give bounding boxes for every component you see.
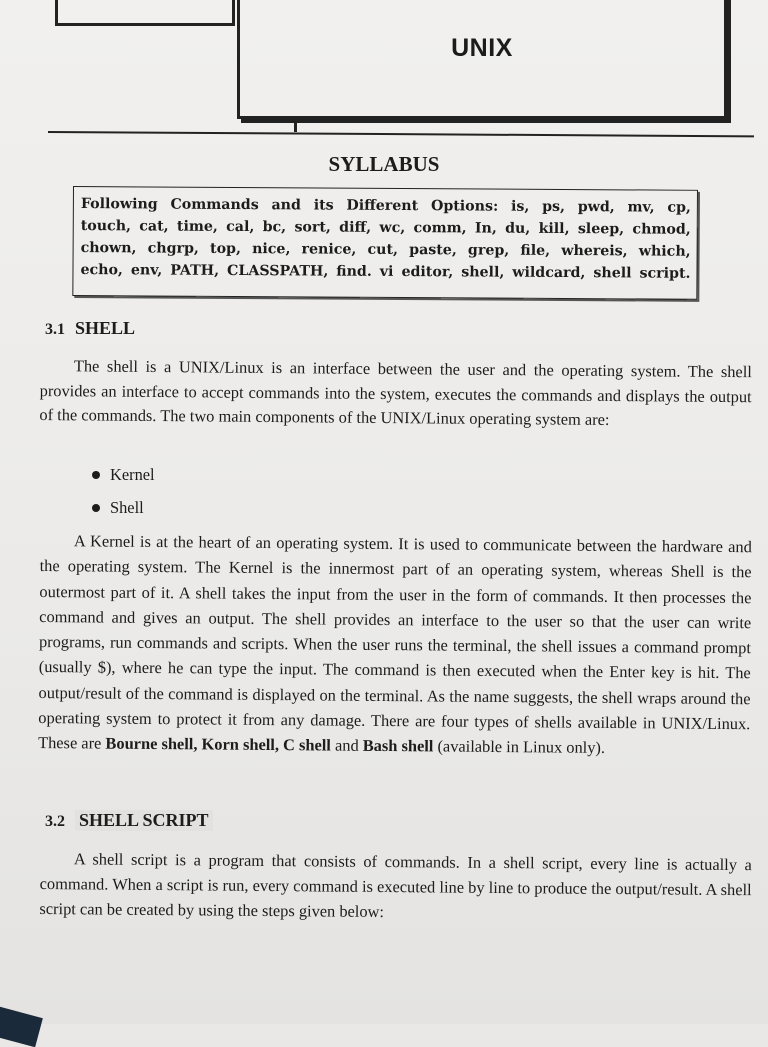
syllabus-heading: SYLLABUS: [328, 152, 440, 176]
syllabus-line: touch, cat, time, cal, bc, sort, diff, wc, comm, In, du, kill, sleep, chmod,: [80, 218, 691, 238]
kernel-paragraph: [38, 528, 752, 762]
shell-type: C shell: [283, 735, 331, 755]
os-components-list: [92, 458, 155, 524]
bullet-icon: [92, 471, 100, 479]
chapter-header-box: [237, 0, 727, 119]
section-title: SHELL: [75, 318, 136, 338]
syllabus-line: chown, chgrp, top, nice, renice, cut, paste, grep, file, whereis, which,: [80, 240, 691, 260]
bullet-icon: [92, 504, 100, 512]
section-heading-shell-script: [45, 810, 213, 831]
paragraph-tail: (available in Linux only).: [437, 736, 606, 758]
header-rule: [48, 131, 754, 137]
shell-script-paragraph: A shell script is a program that consists of commands. In a shell script, every line is actually a command. When a script is run, every command is executed line by line to produce the output/result. A shell script can be created by using the steps given below:: [39, 849, 752, 922]
section-number: 3.2: [45, 813, 65, 830]
shell-intro-paragraph: The shell is a UNIX/Linux is an interface between the user and the operating system. The shell provides an interface to accept commands into the system, executes the commands and displays the output of the commands. The two main components of the UNIX/Linux operating system are:: [39, 356, 752, 429]
shell-type: Bourne shell,: [105, 733, 198, 754]
chapter-title: UNIX: [451, 34, 513, 62]
background-corner: [0, 1003, 43, 1047]
list-item: Shell: [92, 491, 155, 524]
section-title: SHELL SCRIPT: [75, 810, 213, 831]
list-item: Kernel: [92, 458, 155, 491]
shell-type: Korn shell,: [201, 734, 280, 755]
section-heading-shell: [45, 318, 135, 339]
syllabus-line: echo, env, PATH, CLASSPATH, find. vi editor, shell, wildcard, shell script.: [80, 262, 691, 282]
kernel-paragraph-text: A Kernel is at the heart of an operating system. It is used to communicate between the hardware and the operating system. The Kernel is the innermost part of an operating system, whereas Shell is the outermost part of it. A shell takes the input from the user in the form of commands. It then processes the command and gives an output. The shell provides an interface to the user so that the user can write programs, run commands and scripts. When the user runs the terminal, the shell issues a command prompt (usually $), where he can type the input. The command is then executed when the Enter key is hit. The output/result of the command is displayed on the terminal. As the name suggests, the shell wraps around the operating system to protect it from any damage. There are four types of shells available in UNIX/Linux. These are: [38, 531, 752, 753]
shell-type: Bash shell: [362, 736, 434, 756]
section-number: 3.1: [45, 321, 65, 338]
joiner-text: and: [334, 735, 359, 756]
syllabus-box: [72, 186, 698, 300]
syllabus-line: Following Commands and its Different Options: is, ps, pwd, mv, cp,: [80, 196, 691, 216]
header-decoration-box: [55, 0, 235, 26]
header-rule-tick: [294, 117, 297, 132]
